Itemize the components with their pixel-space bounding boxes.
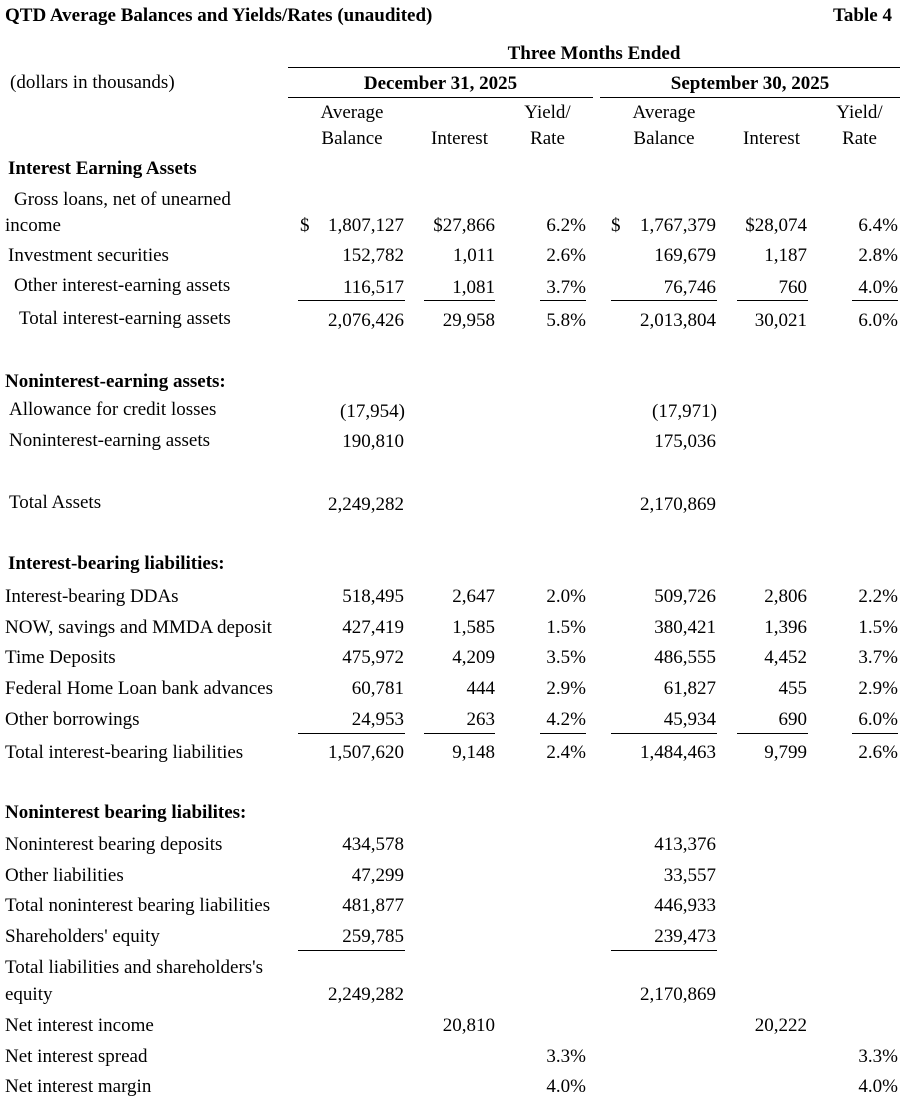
cell-q3-interest: 1,187 (764, 245, 807, 266)
divider (540, 733, 586, 734)
cell-q3-balance: 380,421 (654, 617, 716, 638)
divider (611, 950, 717, 951)
row-label: Investment securities (8, 245, 169, 266)
cell-q3-balance: (17,971) (652, 401, 717, 422)
divider (298, 950, 405, 951)
cell-q3-balance: 169,679 (654, 245, 716, 266)
cell-q3-balance: 486,555 (654, 647, 716, 668)
cell-q4-balance: 152,782 (342, 245, 404, 266)
row-label: Shareholders' equity (5, 926, 160, 947)
col-rate-q4: Rate (530, 128, 565, 149)
cell-q4-interest: 2,647 (452, 586, 495, 607)
cell-q3-balance: 413,376 (654, 834, 716, 855)
row-label: Other liabilities (5, 865, 124, 886)
cell-q3-yield: 3.3% (858, 1046, 898, 1067)
cell-q3-balance: 61,827 (663, 678, 716, 699)
cell-q3-interest: 20,222 (754, 1015, 807, 1036)
row-label: Other borrowings (5, 709, 140, 730)
divider (424, 300, 495, 301)
dollar-sign: $ (611, 215, 621, 236)
row-label: Net interest margin (5, 1076, 152, 1097)
cell-q4-yield: 2.9% (546, 678, 586, 699)
divider (611, 300, 717, 301)
cell-q3-balance: 2,013,804 (640, 310, 716, 331)
cell-q4-interest: 29,958 (442, 310, 495, 331)
cell-q4-interest: 1,011 (452, 245, 495, 266)
cell-q3-interest: $28,074 (745, 215, 807, 236)
cell-q3-balance: 33,557 (663, 865, 716, 886)
cell-q4-balance: 434,578 (342, 834, 404, 855)
cell-q3-balance: 509,726 (654, 586, 716, 607)
cell-q4-interest: 20,810 (442, 1015, 495, 1036)
divider (298, 733, 405, 734)
cell-q4-balance: (17,954) (340, 401, 405, 422)
row-label: Total noninterest bearing liabilities (5, 895, 271, 916)
cell-q3-yield: 1.5% (858, 617, 898, 638)
cell-q4-interest: 4,209 (452, 647, 495, 668)
divider (298, 300, 405, 301)
divider (852, 300, 898, 301)
cell-q4-yield: 6.2% (546, 215, 586, 236)
divider (737, 300, 808, 301)
cell-q3-interest: 30,021 (754, 310, 807, 331)
cell-q3-yield: 2.8% (858, 245, 898, 266)
cell-q4-yield: 4.2% (546, 709, 586, 730)
cell-q4-balance: 116,517 (342, 277, 404, 298)
cell-q4-balance: 481,877 (342, 895, 404, 916)
cell-q3-yield: 4.0% (858, 1076, 898, 1097)
period-header: Three Months Ended (507, 43, 681, 64)
row-label: NOW, savings and MMDA deposit (5, 617, 272, 638)
row-label: Total liabilities and shareholders's (5, 957, 264, 978)
divider (424, 733, 495, 734)
row-label: income (5, 215, 61, 236)
row-label: Federal Home Loan bank advances (5, 678, 274, 699)
cell-q3-balance: 76,746 (663, 277, 716, 298)
row-label: Gross loans, net of unearned (14, 189, 231, 210)
row-label: Allowance for credit losses (9, 399, 217, 420)
cell-q3-yield: 6.4% (858, 215, 898, 236)
col-rate-q3: Rate (842, 128, 877, 149)
cell-q4-balance: 2,076,426 (328, 310, 404, 331)
col-int-q4: Interest (431, 128, 488, 149)
cell-q4-yield: 1.5% (546, 617, 586, 638)
cell-q3-yield: 2.9% (858, 678, 898, 699)
cell-q4-yield: 3.3% (546, 1046, 586, 1067)
cell-q4-balance: 47,299 (351, 865, 404, 886)
cell-q4-interest: 263 (466, 709, 495, 730)
cell-q3-yield: 6.0% (858, 709, 898, 730)
section-nbl: Noninterest bearing liabilites: (5, 802, 247, 823)
cell-q3-interest: 690 (778, 709, 807, 730)
col-yld-q3: Yield/ (836, 102, 883, 123)
cell-q4-interest: $27,866 (433, 215, 495, 236)
col-bal-q4: Balance (321, 128, 383, 149)
divider (737, 733, 808, 734)
row-label: equity (5, 984, 53, 1005)
cell-q3-balance: 2,170,869 (640, 494, 716, 515)
cell-q4-yield: 3.7% (546, 277, 586, 298)
cell-q4-balance: 427,419 (342, 617, 404, 638)
cell-q4-yield: 2.6% (546, 245, 586, 266)
cell-q4-balance: 1,507,620 (328, 742, 404, 763)
row-label: Noninterest-earning assets (9, 430, 211, 451)
cell-q3-balance: 446,933 (654, 895, 716, 916)
cell-q3-yield: 2.2% (858, 586, 898, 607)
cell-q4-yield: 3.5% (546, 647, 586, 668)
dollar-sign: $ (300, 215, 310, 236)
cell-q3-balance: 175,036 (654, 431, 716, 452)
cell-q3-balance: 1,767,379 (640, 215, 716, 236)
cell-q4-interest: 9,148 (452, 742, 495, 763)
cell-q3-interest: 455 (778, 678, 807, 699)
cell-q4-balance: 2,249,282 (328, 494, 404, 515)
cell-q4-balance: 24,953 (351, 709, 404, 730)
divider (600, 97, 900, 98)
row-label: Other interest-earning assets (14, 275, 231, 296)
row-label: Noninterest bearing deposits (5, 834, 223, 855)
period-q3: September 30, 2025 (670, 73, 830, 94)
col-avg-q3: Average (632, 102, 696, 123)
cell-q3-interest: 9,799 (764, 742, 807, 763)
col-int-q3: Interest (743, 128, 800, 149)
cell-q4-interest: 444 (466, 678, 495, 699)
units-note: (dollars in thousands) (10, 72, 175, 93)
page-title: QTD Average Balances and Yields/Rates (unaudited) (5, 5, 433, 26)
divider (611, 733, 717, 734)
cell-q3-yield: 2.6% (858, 742, 898, 763)
cell-q4-balance: 475,972 (342, 647, 404, 668)
cell-q3-balance: 239,473 (654, 926, 716, 947)
cell-q3-yield: 3.7% (858, 647, 898, 668)
row-label: Net interest spread (5, 1046, 148, 1067)
cell-q3-balance: 2,170,869 (640, 984, 716, 1005)
divider (852, 733, 898, 734)
row-label: Interest-bearing DDAs (5, 586, 179, 607)
cell-q3-interest: 4,452 (764, 647, 807, 668)
cell-q4-balance: 518,495 (342, 586, 404, 607)
cell-q3-balance: 45,934 (663, 709, 716, 730)
row-label: Total interest-earning assets (19, 308, 231, 329)
cell-q3-interest: 2,806 (764, 586, 807, 607)
period-q4: December 31, 2025 (363, 73, 518, 94)
col-bal-q3: Balance (633, 128, 695, 149)
row-label: Total Assets (9, 492, 102, 513)
table-number: Table 4 (833, 5, 892, 26)
divider (288, 67, 900, 68)
divider (540, 300, 586, 301)
cell-q3-balance: 1,484,463 (640, 742, 716, 763)
cell-q4-balance: 1,807,127 (328, 215, 404, 236)
section-nea: Noninterest-earning assets: (5, 371, 226, 392)
cell-q4-yield: 4.0% (546, 1076, 586, 1097)
row-label: Net interest income (5, 1015, 154, 1036)
cell-q4-interest: 1,081 (452, 277, 495, 298)
cell-q3-yield: 6.0% (858, 310, 898, 331)
cell-q4-balance: 60,781 (351, 678, 404, 699)
cell-q4-balance: 2,249,282 (328, 984, 404, 1005)
cell-q4-yield: 2.0% (546, 586, 586, 607)
divider (288, 97, 593, 98)
section-iea: Interest Earning Assets (8, 158, 197, 179)
col-avg-q4: Average (320, 102, 384, 123)
row-label: Total interest-bearing liabilities (5, 742, 244, 763)
cell-q4-balance: 190,810 (342, 431, 404, 452)
col-yld-q4: Yield/ (524, 102, 571, 123)
cell-q4-interest: 1,585 (452, 617, 495, 638)
cell-q3-yield: 4.0% (858, 277, 898, 298)
cell-q4-balance: 259,785 (342, 926, 404, 947)
cell-q4-yield: 2.4% (546, 742, 586, 763)
cell-q3-interest: 760 (778, 277, 807, 298)
row-label: Time Deposits (5, 647, 116, 668)
cell-q3-interest: 1,396 (764, 617, 807, 638)
section-ibl: Interest-bearing liabilities: (8, 553, 225, 574)
cell-q4-yield: 5.8% (546, 310, 586, 331)
